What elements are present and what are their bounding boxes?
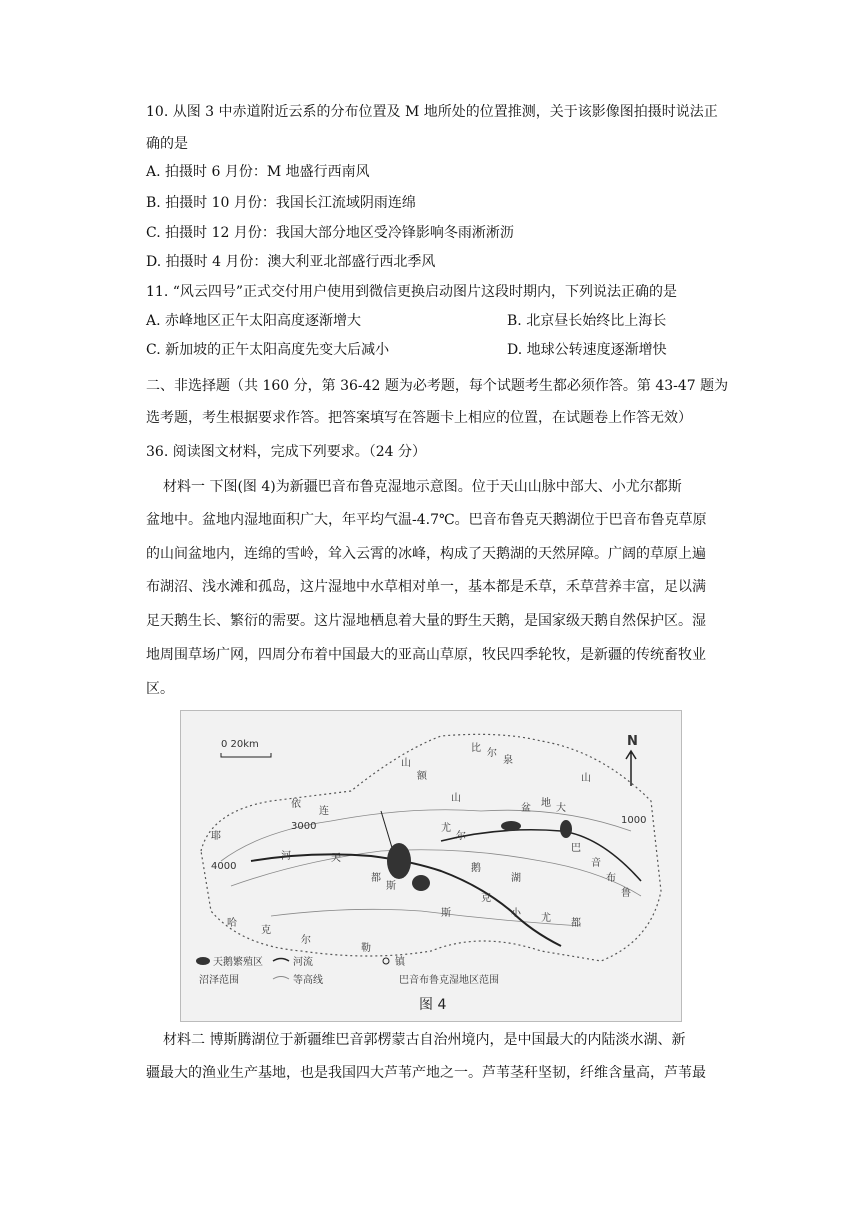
legend-river: 河流 xyxy=(293,957,313,968)
q11-option-a: A. 赤峰地区正午太阳高度逐渐增大 xyxy=(146,313,362,329)
place-label: 山 xyxy=(581,773,591,784)
q10-option-a: A. 拍摄时 6 月份：M 地盛行西南风 xyxy=(146,164,370,180)
material1-line1: 材料一 下图(图 4)为新疆巴音布鲁克湿地示意图。位于天山山脉中部大、小尤尔都斯 xyxy=(163,479,682,495)
contour-line xyxy=(271,909,581,926)
place-label: 山 xyxy=(451,793,461,804)
place-label: 斯 xyxy=(441,908,451,919)
legend-contour: 等高线 xyxy=(293,975,323,986)
breeding-area xyxy=(412,875,430,891)
place-label: 勒 xyxy=(361,943,371,954)
place-label: 河 xyxy=(281,851,291,862)
q11-option-d: D. 地球公转速度逐渐增快 xyxy=(507,342,667,358)
breeding-area xyxy=(560,820,572,838)
contour-label: 3000 xyxy=(291,821,317,832)
place-label: 克 xyxy=(481,893,491,904)
material1-line5: 足天鹅生长、繁衍的需要。这片湿地栖息着大量的野生天鹅，是国家级天鹅自然保护区。湿 xyxy=(146,613,706,629)
place-label: 尔 xyxy=(456,831,466,842)
place-label: 哈 xyxy=(227,918,237,929)
place-label: 山 xyxy=(401,758,411,769)
place-label: 布 xyxy=(606,873,616,884)
section2-line1: 二、非选择题（共 160 分，第 36-42 题为必考题，每个试题考生都必须作答。第 43-47 题为 xyxy=(146,378,729,394)
q10-stem-line1: 10. 从图 3 中赤道附近云系的分布位置及 M 地所处的位置推测，关于该影像图拍摄时说法正 xyxy=(146,104,718,120)
place-label: 尤 xyxy=(441,823,451,834)
material2-line1: 材料二 博斯腾湖位于新疆维巴音郭楞蒙古自治州境内，是中国最大的内陆淡水湖、新 xyxy=(163,1032,686,1048)
q10-stem-line2: 确的是 xyxy=(146,136,188,152)
legend-contour-icon xyxy=(273,977,289,980)
place-label: 比 xyxy=(471,743,481,754)
figure-caption: 图 4 xyxy=(419,997,447,1013)
q36-stem: 36. 阅读图文材料，完成下列要求。（24 分） xyxy=(146,444,426,460)
wetland-map-figure xyxy=(180,710,682,1022)
place-label: 盆 xyxy=(521,803,531,814)
contour-label: 4000 xyxy=(211,861,237,872)
contour-label: 1000 xyxy=(621,815,647,826)
place-label: 连 xyxy=(319,806,329,817)
north-label: N xyxy=(627,734,638,749)
place-label: 都 xyxy=(371,873,381,884)
place-label: 湖 xyxy=(511,873,521,884)
material1-line7: 区。 xyxy=(146,681,174,697)
legend-breeding: 天鹅繁殖区 xyxy=(213,957,263,968)
place-label: 尤 xyxy=(541,913,551,924)
breeding-area xyxy=(387,843,411,879)
place-label: 泉 xyxy=(503,755,513,766)
material1-line6: 地周围草场广网，四周分布着中国最大的亚高山草原，牧民四季轮牧，是新疆的传统畜牧业 xyxy=(146,647,706,663)
wetland-map-svg xyxy=(181,711,681,1021)
material2-line2: 疆最大的渔业生产基地，也是我国四大芦苇产地之一。芦苇茎秆坚韧，纤维含量高，芦苇最 xyxy=(146,1065,706,1081)
north-arrow-icon xyxy=(626,751,636,786)
place-label: 都 xyxy=(571,918,581,929)
material1-line3: 的山间盆地内，连绵的雪岭，耸入云霄的冰峰，构成了天鹅湖的天然屏障。广阔的草原上遍 xyxy=(146,546,706,562)
place-label: 鹅 xyxy=(471,863,481,874)
place-label: 地 xyxy=(541,798,551,809)
q11-option-c: C. 新加坡的正午太阳高度先变大后减小 xyxy=(146,342,390,358)
place-label: 尔 xyxy=(301,935,311,946)
q10-option-c: C. 拍摄时 12 月份：我国大部分地区受冷锋影响冬雨淅淅沥 xyxy=(146,225,514,241)
place-label: 额 xyxy=(417,771,427,782)
scale-label: 0 20km xyxy=(221,739,259,750)
q10-option-b: B. 拍摄时 10 月份：我国长江流域阴雨连绵 xyxy=(146,195,416,211)
place-label: 耶 xyxy=(211,831,221,842)
q11-stem: 11. “风云四号”正式交付用户使用到微信更换启动图片这段时期内，下列说法正确的是 xyxy=(146,284,678,300)
place-label: 依 xyxy=(291,799,301,810)
place-label: 鲁 xyxy=(621,888,631,899)
legend-marsh: 沼泽范围 xyxy=(199,975,239,986)
material1-line4: 布湖沼、浅水滩和孤岛，这片湿地中水草相对单一，基本都是禾草，禾草营养丰富，足以满 xyxy=(146,579,706,595)
q11-option-b: B. 北京昼长始终比上海长 xyxy=(507,313,667,329)
place-label: 小 xyxy=(511,908,521,919)
legend-town: 镇 xyxy=(395,957,405,968)
breeding-area xyxy=(501,821,521,831)
scale-bar xyxy=(221,753,271,757)
place-label: 巴 xyxy=(571,843,581,854)
material1-line2: 盆地中。盆地内湿地面积广大，年平均气温-4.7℃。巴音布鲁克天鹅湖位于巴音布鲁克草原 xyxy=(146,512,707,528)
place-label: 音 xyxy=(591,858,601,869)
place-label: 斯 xyxy=(386,881,396,892)
legend-range: 巴音布鲁克湿地区范围 xyxy=(399,975,499,986)
legend-river-icon xyxy=(273,959,289,962)
section2-line2: 选考题，考生根据要求作答。把答案填写在答题卡上相应的位置，在试题卷上作答无效） xyxy=(146,410,692,426)
legend-breeding-icon xyxy=(196,957,210,965)
q10-option-d: D. 拍摄时 4 月份：澳大利亚北部盛行西北季风 xyxy=(146,254,436,270)
place-label: 尔 xyxy=(487,748,497,759)
place-label: 大 xyxy=(556,803,566,814)
place-label: 天 xyxy=(331,853,341,864)
place-label: 克 xyxy=(261,925,271,936)
legend-town-icon xyxy=(383,958,389,964)
